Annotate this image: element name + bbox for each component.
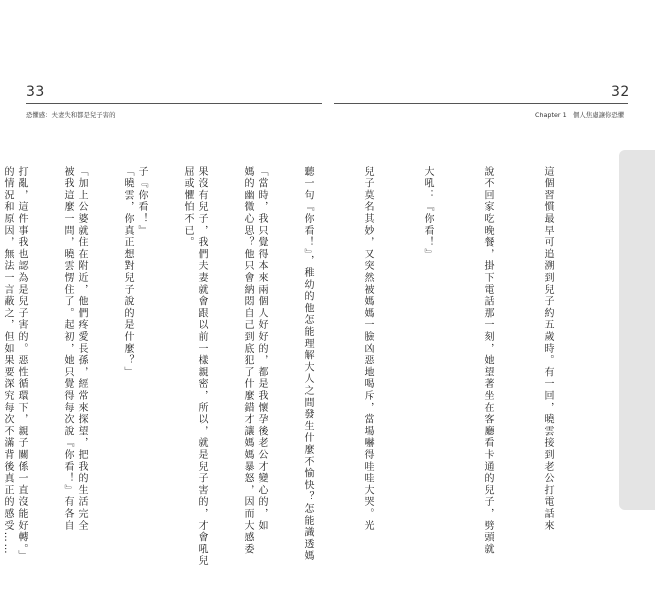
body-column: 大吼：『你看！』 bbox=[422, 166, 433, 261]
body-column: 屈或懼怕不已。 bbox=[182, 166, 193, 249]
body-column: 的情況和原因，無法一言蔽之，但如果要深究每次不滿背後真正的感受…… bbox=[2, 166, 13, 556]
body-column: 說不回家吃晚餐，掛下電話那一刻，她望著坐在客廳看卡通的兒子，劈頭就 bbox=[482, 166, 493, 556]
body-column: 「曉雲，你真正想對兒子說的是什麼？」 bbox=[122, 166, 133, 379]
right-running-head: Chapter 1 個人焦慮讓你恐懼 bbox=[535, 111, 625, 119]
body-column: 打亂，這件事我也認為是兒子害的。惡性循環下，親子關係一直沒能好轉。」 bbox=[16, 166, 27, 563]
body-column: 「加上公婆就住在附近，他們疼愛長孫，經常來探望，把我的生活完全 bbox=[76, 166, 87, 532]
body-column: 媽的幽微心思？他只會納悶自己到底犯了什麼錯才讓媽媽暴怒，因而大感委 bbox=[242, 166, 253, 556]
left-running-head: 恐懼感：夫妻失和都是兒子害的 bbox=[26, 111, 116, 119]
body-column: 被我這麼一問，曉雲愣住了。起初，她只覺得每次說『你看！』有各自 bbox=[62, 166, 73, 532]
body-column: 果沒有兒子，我們夫妻就會跟以前一樣親密，所以，就是兒子害的，才會吼兒 bbox=[196, 166, 207, 568]
body-column: 聽一句『你看！』，稚幼的他怎能理解大人之間發生什麼不愉快？怎能識透媽 bbox=[302, 166, 313, 563]
right-page-number: 32 bbox=[611, 84, 630, 100]
left-header-rule bbox=[26, 103, 322, 104]
page-edge-tab bbox=[619, 150, 655, 510]
left-page-number: 33 bbox=[26, 84, 45, 100]
left-page-body bbox=[0, 166, 311, 568]
right-header-rule bbox=[334, 103, 628, 104]
body-column: 這個習慣最早可追溯到兒子約五歲時。有一回，曉雲接到老公打電話來 bbox=[542, 166, 553, 532]
body-column: 「當時，我只覺得本來兩個人好好的，都是我懷孕後老公才變心的，如 bbox=[256, 166, 267, 532]
body-column: 兒子莫名其妙，又突然被媽媽一臉凶惡地喝斥，當場嚇得哇哇大哭。光 bbox=[362, 166, 373, 532]
body-column: 子『你看！』 bbox=[136, 166, 147, 237]
